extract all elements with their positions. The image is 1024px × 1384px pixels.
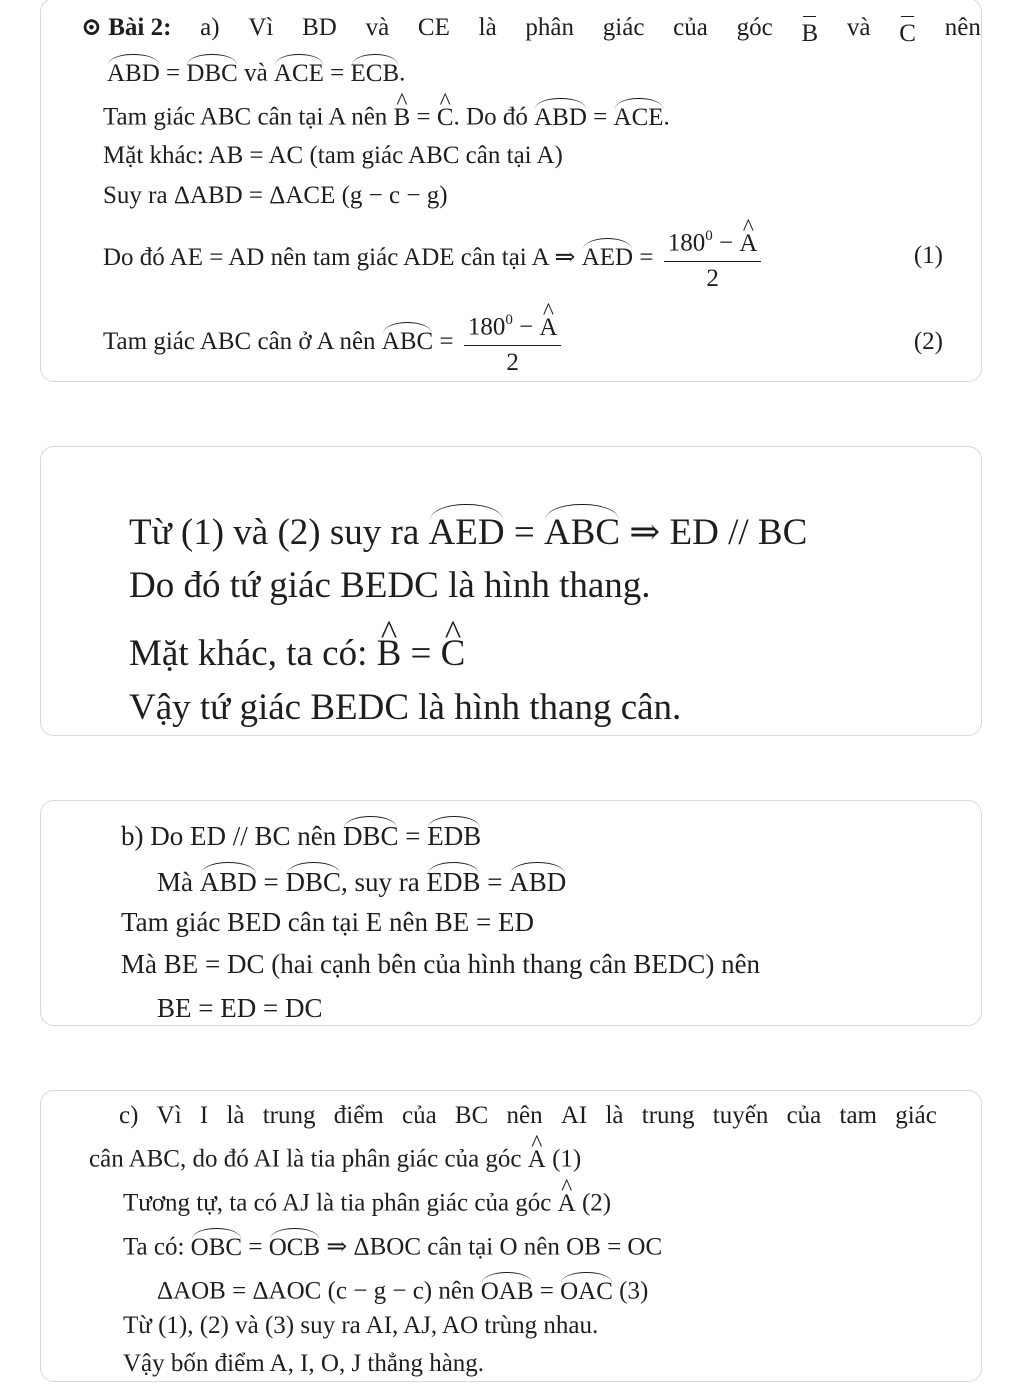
equation-tag: (1) xyxy=(913,242,943,269)
equals: = xyxy=(242,1233,269,1261)
word: giác xyxy=(895,1102,937,1129)
hat-a: ^ A xyxy=(739,225,757,256)
part-c-line-5 xyxy=(157,1271,648,1304)
text: Do đó AE = AD nên tam giác ADE cân tại A ⇒ xyxy=(103,244,582,272)
angle-abd: ABD xyxy=(509,861,566,896)
word: I xyxy=(199,1102,209,1129)
text: Mà xyxy=(157,867,200,898)
intro-word: Vì xyxy=(248,14,274,41)
equals: = xyxy=(504,512,544,554)
angle-abd: ABD xyxy=(534,97,587,130)
angle-aed: AED xyxy=(582,238,633,271)
equals: = xyxy=(433,328,460,356)
fraction xyxy=(664,225,762,294)
angle-ecb: ECB xyxy=(351,53,400,86)
word: điểm xyxy=(333,1102,384,1129)
part-a-heading-line xyxy=(81,15,981,46)
word: Vì xyxy=(156,1102,182,1129)
part-b-line-4: Mà BE = DC (hai cạnh bên của hình thang cân BEDC) nên xyxy=(121,949,761,979)
text: ⇒ ED // BC xyxy=(620,512,808,554)
num: 180 xyxy=(467,313,506,341)
word: là xyxy=(605,1102,624,1129)
word: trung xyxy=(262,1102,316,1129)
angle-ace: ACE xyxy=(614,97,664,130)
part-a-line-5: Suy ra ΔABD = ΔACE (g − c − g) xyxy=(103,182,448,209)
conclusion-line-2: Do đó tứ giác BEDC là hình thang. xyxy=(129,565,651,606)
text: ΔAOB = ΔAOC (c − g − c) nên xyxy=(157,1277,481,1305)
part-a-line-2 xyxy=(107,53,405,86)
part-a-line-4: Mặt khác: AB = AC (tam giác ABC cân tại A) xyxy=(103,142,563,169)
equation-tag: (2) xyxy=(575,1189,612,1217)
equals: = xyxy=(323,59,351,87)
equals: = xyxy=(586,103,614,131)
word: AI xyxy=(560,1102,588,1129)
part-b-line-2 xyxy=(157,861,566,896)
part-a-line-6 xyxy=(103,225,943,294)
word: BC xyxy=(454,1102,489,1129)
part-a-line-7 xyxy=(103,309,943,378)
equals: = xyxy=(256,867,286,898)
text: Tương tự, ta có AJ là tia phân giác của góc xyxy=(123,1189,558,1217)
angle-abd: ABD xyxy=(200,861,257,896)
num: 180 xyxy=(667,229,706,257)
fraction-numerator xyxy=(664,225,762,262)
angle-dbc: DBC xyxy=(286,861,342,896)
part-c-line-4 xyxy=(123,1227,662,1260)
degree: 0 xyxy=(505,312,513,328)
equals: = xyxy=(401,633,441,675)
angle-oab: OAB xyxy=(481,1271,534,1304)
text: , suy ra xyxy=(341,867,427,898)
text: cân ABC, do đó AI là tia phân giác của góc xyxy=(89,1145,528,1173)
conclusion-line-3 xyxy=(129,627,466,675)
conclusion-line-1 xyxy=(129,503,808,554)
text: Ta có: xyxy=(123,1233,191,1261)
heading-start xyxy=(81,15,171,46)
angle-dbc: DBC xyxy=(343,815,399,850)
angle-dbc: DBC xyxy=(186,53,237,86)
text: . xyxy=(663,103,670,131)
fraction xyxy=(464,309,562,378)
word: của xyxy=(401,1102,437,1129)
angle-abc: ABC xyxy=(382,322,433,355)
angle-edb: EDB xyxy=(427,815,481,850)
part-c-line-3 xyxy=(123,1185,611,1216)
part-b-line-1 xyxy=(121,815,481,850)
minus: − xyxy=(512,313,540,341)
minus: − xyxy=(712,229,740,257)
angle-aed: AED xyxy=(429,503,505,551)
conclusion-line-4: Vậy tứ giác BEDC là hình thang cân. xyxy=(129,687,682,728)
intro-word: CE xyxy=(417,14,450,41)
intro-word: BD xyxy=(302,14,337,41)
angle-abd: ABD xyxy=(107,53,160,86)
intro-word: và xyxy=(846,14,871,41)
angle-c-symbol: C xyxy=(899,15,916,46)
word: c) xyxy=(119,1102,139,1129)
equals: = xyxy=(480,867,510,898)
hat-b: ^ B xyxy=(377,627,402,672)
part-c-line-7: Vậy bốn điểm A, I, O, J thẳng hàng. xyxy=(123,1350,485,1377)
text: Tam giác ABC cân ở A nên xyxy=(103,328,382,356)
intro-word: phân xyxy=(525,14,575,41)
intro-word: giác xyxy=(602,14,645,41)
equals: = xyxy=(533,1277,561,1305)
equals: = xyxy=(398,821,428,852)
fraction-denominator: 2 xyxy=(506,349,519,377)
part-c-line-2 xyxy=(89,1141,581,1172)
hat-c: ^ C xyxy=(437,99,454,130)
part-c-line-1 xyxy=(119,1103,937,1128)
hat-a: ^ A xyxy=(539,309,557,340)
angle-ace: ACE xyxy=(274,53,324,86)
equals: = xyxy=(159,59,187,87)
text: . Do đó xyxy=(453,103,535,131)
equals: = xyxy=(633,244,660,272)
text: Tam giác ABC cân tại A nên xyxy=(103,103,394,131)
intro-word: và xyxy=(365,14,390,41)
text: Từ (1) và (2) suy ra xyxy=(129,512,429,554)
hat-a: ^ A xyxy=(528,1141,546,1172)
intro-word: của xyxy=(673,14,708,41)
equation-tag: (1) xyxy=(545,1145,582,1173)
word: là xyxy=(226,1102,245,1129)
solution-part-a-card xyxy=(40,0,982,382)
text: . xyxy=(399,59,406,87)
solution-part-c-card xyxy=(40,1090,982,1382)
angle-ocb: OCB xyxy=(269,1227,320,1260)
bullet-icon: ⊙ xyxy=(81,14,102,41)
degree: 0 xyxy=(705,228,713,244)
hat-b: ^ B xyxy=(394,99,411,130)
angle-b-symbol: B xyxy=(801,15,818,46)
part-b-line-5: BE = ED = DC xyxy=(157,993,323,1023)
solution-part-b-card xyxy=(40,800,982,1026)
hat-a: ^ A xyxy=(558,1185,576,1216)
text: và xyxy=(237,59,274,87)
equals: = xyxy=(410,103,437,131)
part-b-line-3: Tam giác BED cân tại E nên BE = ED xyxy=(121,907,534,937)
text: b) Do ED // BC nên xyxy=(121,821,343,852)
angle-obc: OBC xyxy=(191,1227,242,1260)
word: tuyến xyxy=(712,1102,769,1129)
equation-tag: (3) xyxy=(612,1277,649,1305)
hat-c: ^ C xyxy=(441,627,466,672)
fraction-numerator xyxy=(464,309,562,346)
equation-tag: (2) xyxy=(913,328,943,355)
intro-word: a) xyxy=(200,14,220,41)
word: nên xyxy=(506,1102,543,1129)
part-c-line-6: Từ (1), (2) và (3) suy ra AI, AJ, AO trùng nhau. xyxy=(123,1312,599,1339)
exercise-title: Bài 2: xyxy=(108,14,172,41)
word: tam xyxy=(839,1102,877,1129)
angle-edb: EDB xyxy=(427,861,481,896)
fraction-denominator: 2 xyxy=(706,265,719,293)
word: của xyxy=(786,1102,822,1129)
text: ⇒ ΔBOC cân tại O nên OB = OC xyxy=(320,1233,663,1261)
angle-oac: OAC xyxy=(560,1271,613,1304)
angle-abc: ABC xyxy=(544,503,620,551)
intro-word: là xyxy=(478,14,497,41)
part-a-line-3 xyxy=(103,97,670,130)
word: trung xyxy=(641,1102,695,1129)
intro-word: góc xyxy=(736,14,773,41)
solution-conclusion-card xyxy=(40,446,982,736)
intro-word: nên xyxy=(944,14,981,41)
text: Mặt khác, ta có: xyxy=(129,633,377,675)
